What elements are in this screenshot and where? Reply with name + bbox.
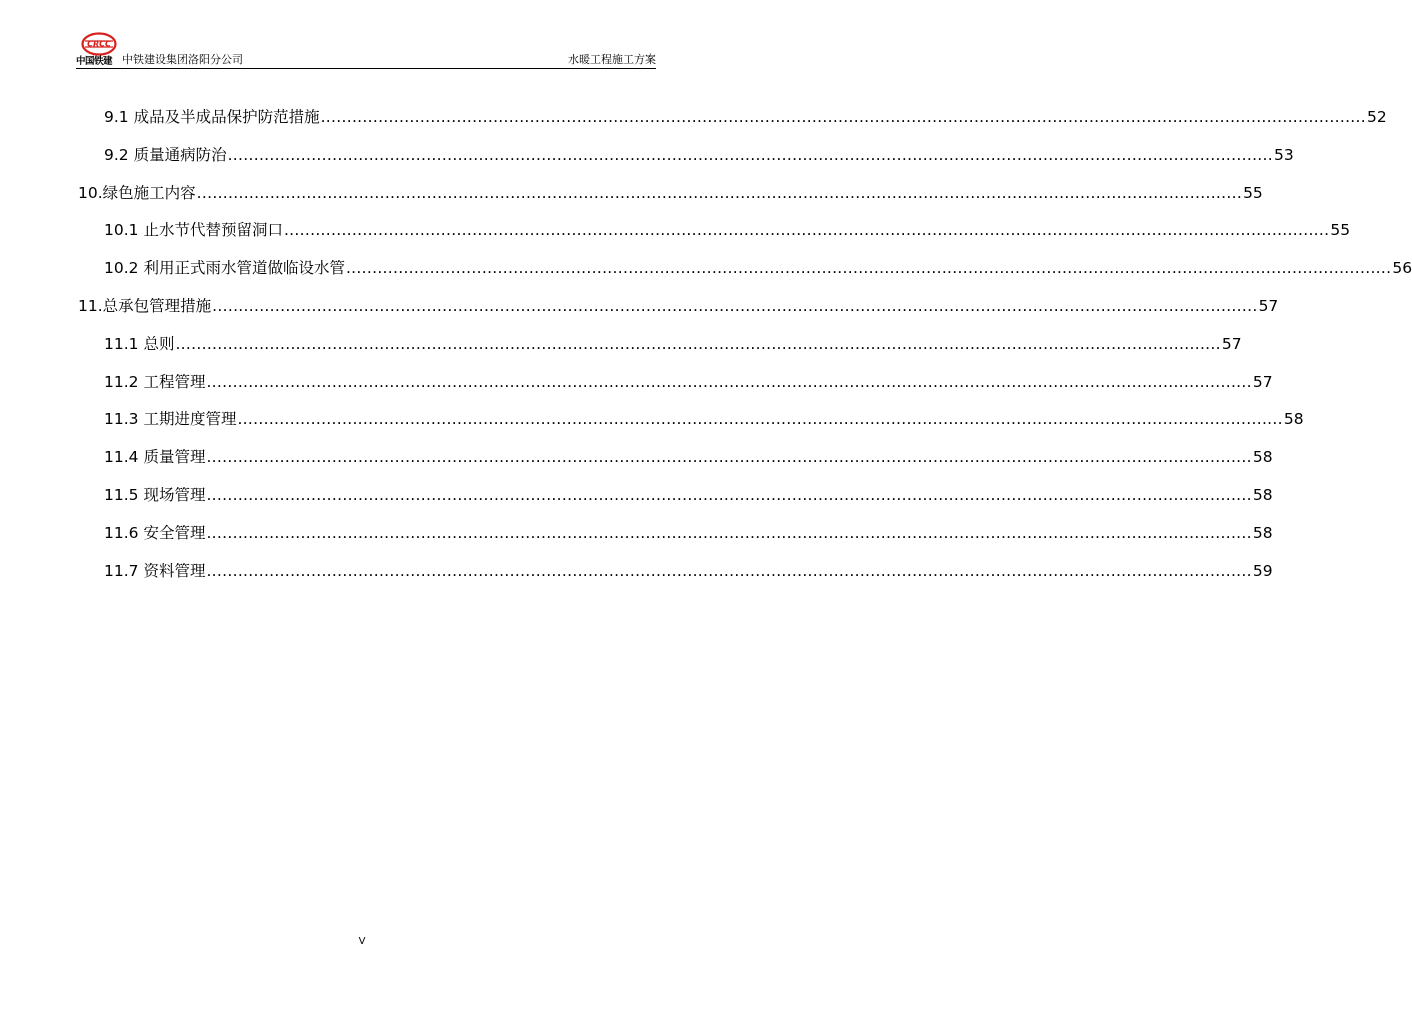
toc-entry-page: 57	[1221, 334, 1242, 353]
toc-entry-page: 55	[1330, 221, 1351, 240]
toc-dot-leader: ........................................................................................................................................................................................................	[212, 297, 1258, 315]
toc-dot-leader: ........................................................................................................................................................................................................	[206, 372, 1252, 391]
company-name: 中铁建设集团洛阳分公司	[122, 53, 243, 66]
toc-dot-leader: ........................................................................................................................................................................................................	[206, 448, 1252, 467]
toc-entry-page: 56	[1392, 259, 1412, 278]
page-number: V	[358, 936, 366, 947]
toc-entry-page: 57	[1258, 297, 1279, 315]
toc-entry-label: 11.总承包管理措施	[78, 297, 212, 315]
toc-entry-page: 57	[1252, 372, 1273, 391]
toc-dot-leader: ........................................................................................................................................................................................................	[283, 221, 1330, 240]
toc-dot-leader: ........................................................................................................................................................................................................	[196, 183, 1243, 202]
toc-entry-label: 11.3 工期进度管理	[104, 410, 237, 429]
toc-dot-leader: ........................................................................................................................................................................................................	[320, 108, 1366, 126]
toc-entry-label: 10.绿色施工内容	[78, 183, 196, 202]
toc-entry[interactable]	[104, 368, 1273, 392]
toc-entry[interactable]	[104, 216, 1351, 240]
toc-entry-label: 9.1 成品及半成品保护防范措施	[104, 108, 320, 126]
toc-entry-page: 58	[1283, 410, 1304, 429]
toc-entry[interactable]	[104, 254, 1412, 278]
toc-entry-page: 53	[1273, 145, 1294, 164]
header-divider	[76, 68, 656, 69]
toc-entry[interactable]	[104, 141, 1294, 165]
toc-entry[interactable]	[104, 557, 1273, 581]
document-title: 水暖工程施工方案	[568, 53, 656, 66]
toc-entry-label: 11.1 总则	[104, 334, 175, 353]
toc-dot-leader: ........................................................................................................................................................................................................	[206, 523, 1252, 542]
toc-entry[interactable]	[104, 443, 1273, 467]
toc-dot-leader: ........................................................................................................................................................................................................	[227, 145, 1273, 164]
toc-entry[interactable]	[104, 519, 1273, 543]
toc-entry[interactable]	[104, 103, 1387, 127]
toc-entry-page: 52	[1366, 108, 1387, 126]
toc-entry-label: 11.5 现场管理	[104, 486, 206, 504]
page-header	[76, 30, 656, 70]
toc-dot-leader: ........................................................................................................................................................................................................	[175, 334, 1221, 353]
toc-dot-leader: ........................................................................................................................................................................................................	[345, 259, 1392, 278]
toc-entry-page: 58	[1252, 486, 1273, 504]
toc-entry-label: 9.2 质量通病防治	[104, 145, 227, 164]
toc-entry-label: 10.1 止水节代替预留洞口	[104, 221, 283, 240]
crcc-logo	[76, 30, 124, 68]
toc-entry-label: 11.4 质量管理	[104, 448, 206, 467]
toc-dot-leader: ........................................................................................................................................................................................................	[206, 486, 1252, 504]
toc-entry-label: 11.7 资料管理	[104, 561, 206, 580]
toc-entry-page: 55	[1243, 183, 1263, 202]
toc-dot-leader: ........................................................................................................................................................................................................	[206, 561, 1252, 580]
toc-entry-page: 58	[1252, 523, 1273, 542]
toc-entry[interactable]	[104, 481, 1273, 505]
toc-entry[interactable]	[104, 330, 1242, 354]
toc-entry[interactable]	[78, 179, 1263, 203]
toc-entry-page: 59	[1252, 561, 1273, 580]
logo-mark-text: CRCC	[87, 39, 111, 49]
toc-entry-label: 10.2 利用正式雨水管道做临设水管	[104, 259, 345, 278]
toc-entry-label: 11.2 工程管理	[104, 372, 206, 391]
toc-entry-page: 58	[1252, 448, 1273, 467]
toc-entry[interactable]	[104, 405, 1304, 429]
crcc-logo-icon	[81, 32, 117, 56]
toc-entry[interactable]	[78, 292, 1279, 316]
toc-dot-leader: ........................................................................................................................................................................................................	[237, 410, 1283, 429]
toc-entry-label: 11.6 安全管理	[104, 523, 206, 542]
logo-text: 中国铁建	[76, 56, 113, 67]
